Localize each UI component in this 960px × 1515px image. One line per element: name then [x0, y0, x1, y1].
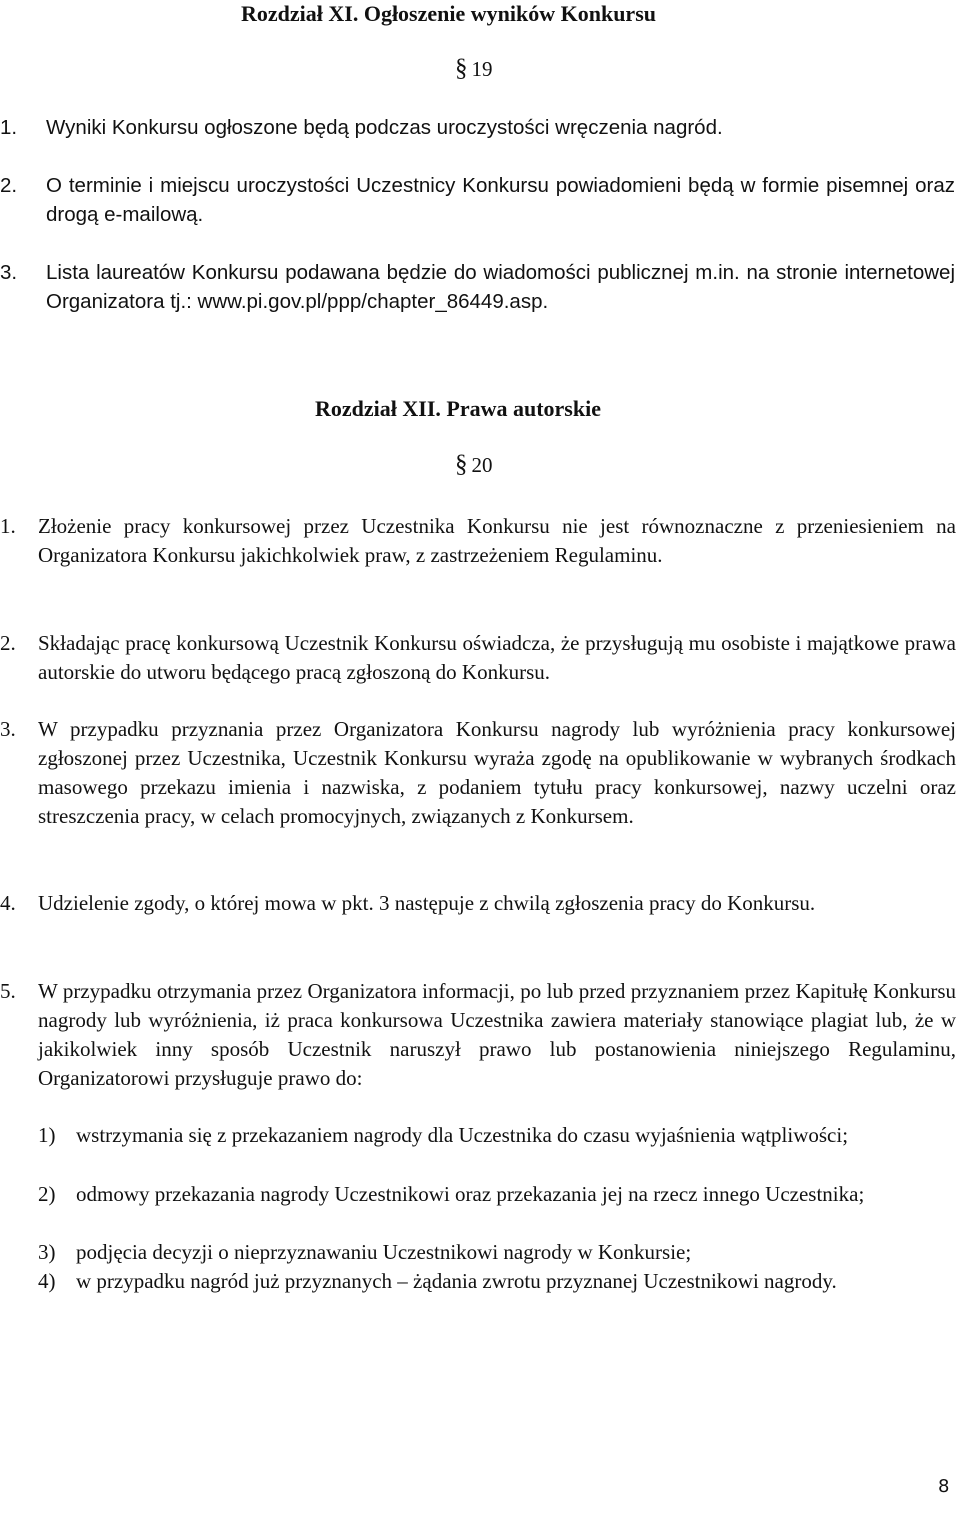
- subitem-number: 3): [38, 1240, 56, 1264]
- subitem-text: podjęcia decyzji o nieprzyznawaniu Uczestnikowi nagrody w Konkursie;: [76, 1240, 692, 1264]
- page-number: 8: [938, 1476, 950, 1497]
- item-number: 2.: [0, 174, 18, 197]
- item-number: 1.: [0, 514, 16, 538]
- list-item: [0, 113, 955, 142]
- sublist-item: [38, 1121, 956, 1150]
- item-text: W przypadku przyznania przez Organizatora Konkursu nagrody lub wyróżnienia pracy konkursowej zgłoszonej przez Uczestnika, Uczestnik Konkursu wyraża zgodę na opublikowanie w wybranych środkach masowego przekazu imienia i nazwiska, z podaniem tytułu pracy konkursowej, nazwy uczelni oraz streszczenia pracy, w celach promocyjnych, związanych z Konkursem.: [38, 717, 956, 828]
- item-number: 3.: [0, 261, 18, 284]
- section-number: 20: [471, 453, 493, 477]
- item-text: Składając pracę konkursową Uczestnik Konkursu oświadcza, że przysługują mu osobiste i majątkowe prawa autorskie do utworu będącego pracą zgłoszoną do Konkursu.: [38, 631, 956, 684]
- list-item: [0, 715, 956, 831]
- item-number: 5.: [0, 979, 16, 1003]
- subitem-number: 4): [38, 1269, 56, 1293]
- item-number: 3.: [0, 717, 16, 741]
- item-number: 1.: [0, 116, 18, 139]
- item-text: Złożenie pracy konkursowej przez Uczestnika Konkursu nie jest równoznaczne z przeniesieniem na Organizatora Konkursu jakichkolwiek praw, z zastrzeżeniem Regulaminu.: [38, 514, 956, 567]
- list-item: [0, 171, 955, 229]
- subitem-text: wstrzymania się z przekazaniem nagrody dla Uczestnika do czasu wyjaśnienia wątpliwości;: [76, 1123, 849, 1147]
- item-number: 4.: [0, 891, 16, 915]
- item-text: Lista laureatów Konkursu podawana będzie do wiadomości publicznej m.in. na stronie internetowej Organizatora tj.: www.pi.gov.pl/ppp/chapter_86449.asp.: [46, 261, 955, 313]
- section-symbol: §: [455, 451, 468, 478]
- item-number: 2.: [0, 631, 16, 655]
- item-text: W przypadku otrzymania przez Organizatora informacji, po lub przed przyznaniem przez Kapitułę Konkursu nagrody lub wyróżnienia, iż praca konkursowa Uczestnika zawiera materiały stanowiące plagiat lub, że w jakikolwiek inny sposób Uczestnik naruszył prawo lub postanowienia niniejszego Regulaminu, Organizatorowi przysługuje prawo do:: [38, 979, 956, 1090]
- subitem-number: 2): [38, 1182, 56, 1206]
- section-20-mark: [455, 451, 493, 479]
- list-item: [0, 889, 956, 918]
- sublist-item: [38, 1180, 956, 1209]
- subitem-text: w przypadku nagród już przyznanych – żądania zwrotu przyznanej Uczestnikowi nagrody.: [76, 1269, 837, 1293]
- list-item: [0, 977, 956, 1093]
- list-item: [0, 512, 956, 570]
- section-19-mark: [455, 55, 493, 83]
- section-symbol: §: [455, 55, 468, 82]
- subitem-number: 1): [38, 1123, 56, 1147]
- list-item: [0, 258, 955, 316]
- item-text: O terminie i miejscu uroczystości Uczestnicy Konkursu powiadomieni będą w formie pisemnej oraz drogą e-mailową.: [46, 174, 955, 226]
- chapter-12-title: Rozdział XII. Prawa autorskie: [315, 396, 601, 421]
- item-text: Udzielenie zgody, o której mowa w pkt. 3 następuje z chwilą zgłoszenia pracy do Konkursu.: [38, 891, 816, 915]
- sublist-item: [38, 1267, 956, 1296]
- item-text: Wyniki Konkursu ogłoszone będą podczas uroczystości wręczenia nagród.: [46, 116, 723, 139]
- subitem-text: odmowy przekazania nagrody Uczestnikowi oraz przekazania jej na rzecz innego Uczestnika;: [76, 1182, 865, 1206]
- sublist-item: [38, 1238, 956, 1267]
- section-number: 19: [471, 57, 493, 81]
- chapter-11-title: Rozdział XI. Ogłoszenie wyników Konkursu: [241, 1, 656, 26]
- list-item: [0, 629, 956, 687]
